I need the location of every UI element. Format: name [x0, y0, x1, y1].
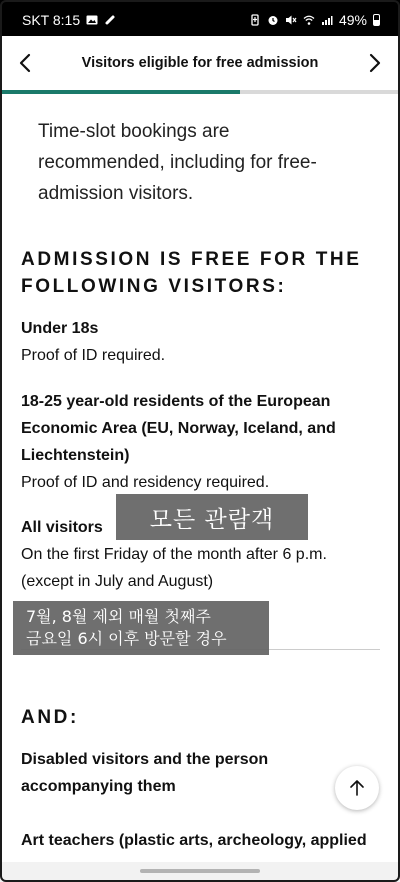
item-title: Under 18s — [21, 320, 99, 337]
battery-percent: 49% — [338, 12, 367, 28]
next-button[interactable] — [360, 48, 390, 78]
list-item — [21, 746, 381, 800]
list-item — [21, 827, 381, 854]
progress-fill — [0, 90, 240, 94]
heading-and: AND: — [21, 707, 79, 728]
chevron-right-icon — [368, 53, 382, 73]
battery-saver-icon — [249, 14, 261, 26]
alarm-icon — [267, 14, 279, 26]
item-title: All visitors — [21, 519, 103, 536]
carrier-time: SKT 8:15 — [22, 12, 81, 28]
heading-free-admission: ADMISSION IS FREE FOR THE FOLLOWING VISITORS: — [21, 249, 362, 297]
translation-overlay-all-visitors: 모든 관람객 — [116, 494, 308, 540]
item-title: Art teachers (plastic arts, archeology, applied — [21, 832, 367, 849]
list-item — [21, 388, 381, 496]
item-desc: Proof of ID required. — [21, 347, 166, 364]
previous-button[interactable] — [10, 48, 40, 78]
home-indicator[interactable] — [140, 869, 260, 873]
item-title: 18-25 year-old residents of the European Economic Area (EU, Norway, Iceland, and Liechtenstein) — [21, 393, 336, 464]
wifi-icon — [303, 14, 315, 26]
link-icon — [104, 14, 116, 26]
item-desc: Proof of ID and residency required. — [21, 474, 270, 491]
system-nav-bar — [0, 862, 400, 882]
intro-text: Time-slot bookings are recommended, including for free-admission visitors. — [38, 121, 317, 204]
page-title: Visitors eligible for free admission — [81, 55, 319, 71]
overlay-line: 7월, 8월 제외 매월 첫째주 — [26, 607, 211, 626]
chevron-left-icon — [18, 53, 32, 73]
status-bar — [0, 0, 400, 36]
arrow-up-icon — [349, 779, 365, 797]
overlay-line: 금요일 6시 이후 방문할 경우 — [26, 629, 227, 648]
item-desc: On the first Friday of the month after 6 p.m. (except in July and August) — [21, 546, 327, 590]
image-icon — [86, 14, 98, 26]
signal-icon — [321, 14, 333, 26]
item-title: Disabled visitors and the person accompanying them — [21, 751, 269, 795]
battery-icon — [373, 14, 380, 26]
progress-bar — [0, 90, 400, 94]
header — [0, 36, 400, 90]
translation-overlay-first-friday — [13, 601, 269, 655]
scroll-to-top-button[interactable] — [335, 766, 379, 810]
mute-icon — [285, 14, 297, 26]
status-right — [249, 12, 380, 28]
status-left — [22, 12, 116, 28]
list-item — [21, 315, 381, 369]
